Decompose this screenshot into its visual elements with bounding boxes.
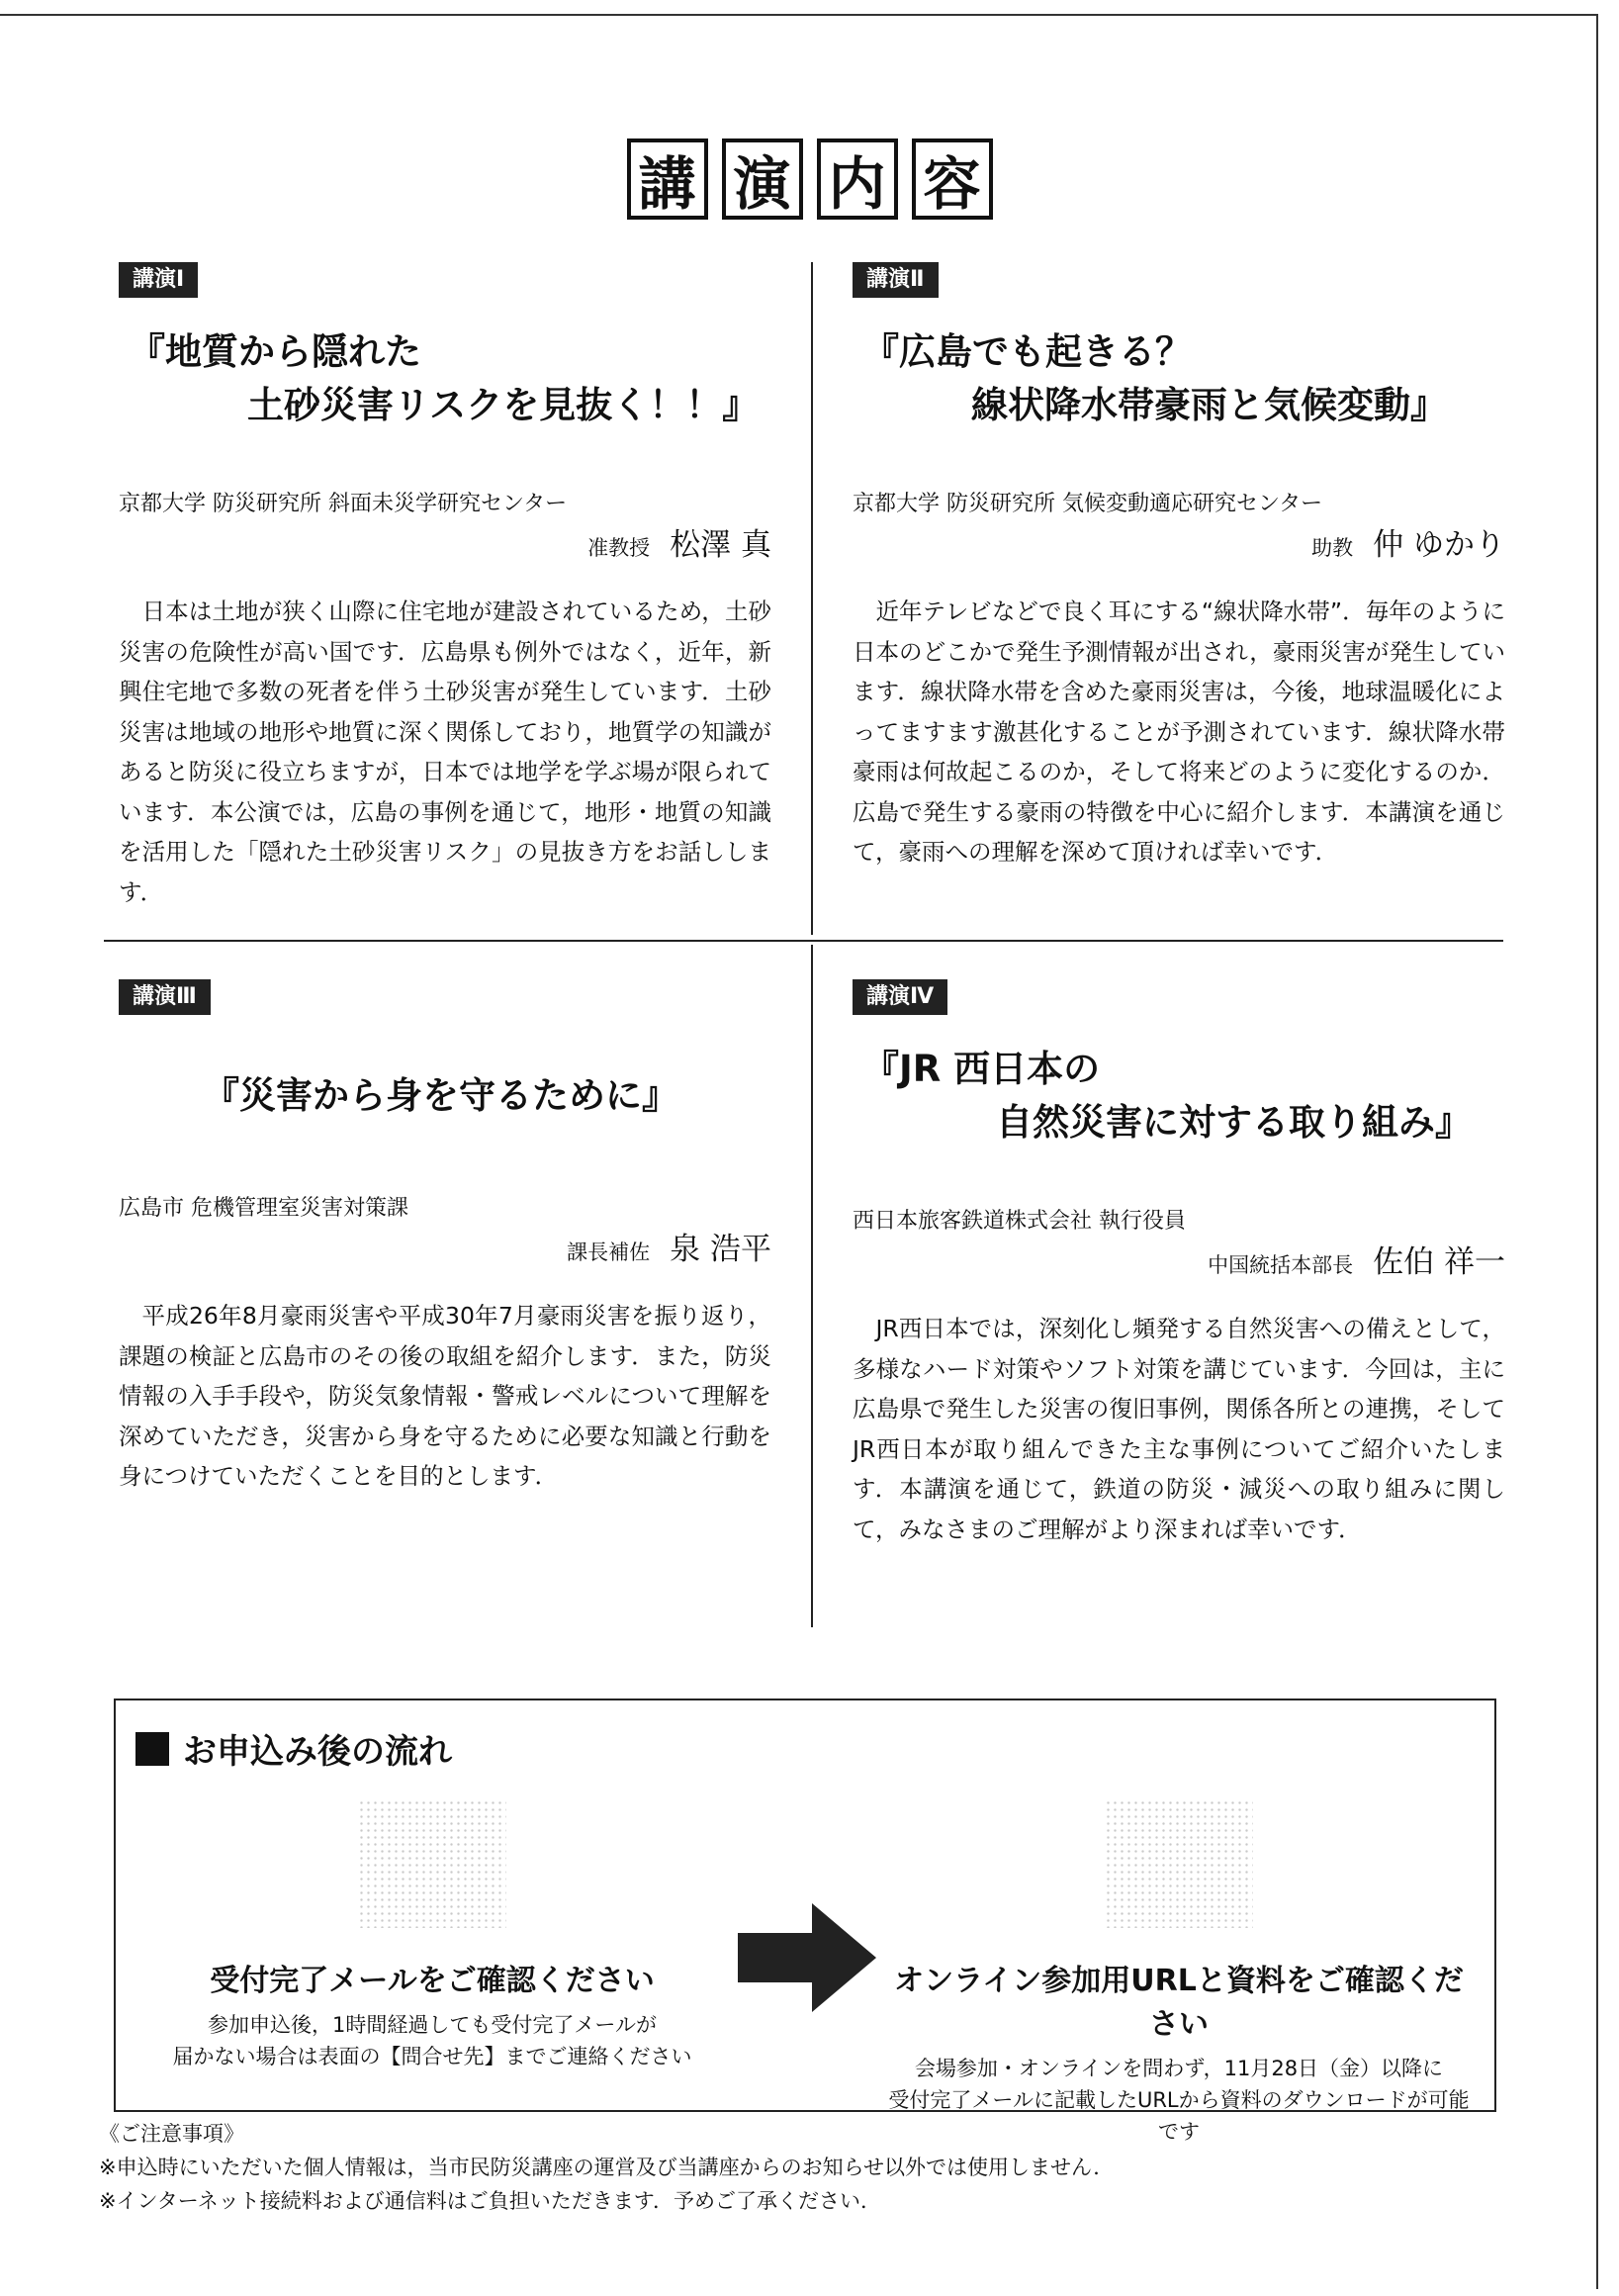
square-bullet-icon [135, 1732, 169, 1766]
step-title: オンライン参加用URLと資料をご確認ください [894, 1964, 1464, 2042]
step-description-line: 届かない場合は表面の【問合せ先】までご連絡ください [172, 2045, 692, 2068]
lecture-title-line: 線状降水帯豪雨と気候変動』 [971, 384, 1447, 426]
flow-heading-text: お申込み後の流れ [183, 1732, 452, 1772]
title-char: 講 [627, 138, 708, 220]
speaker-org: 京都大学 防災研究所 気候変動適応研究センター [853, 492, 1323, 516]
lecture-title [853, 1043, 1505, 1149]
lecture-description: 日本は土地が狭く山際に住宅地が建設されているため，土砂災害の危険性が高い国です．広島県も例外ではなく，近年，新興住宅地で多数の死者を伴う土砂災害が発生しています．土砂災害は地域の地形や地質に深く関係しており，地質学の知識があると防災に役立ちますが，日本では地学を学ぶ場が限られています．本公演では，広島の事例を通じて，地形・地質の知識を活用した「隠れた土砂災害リスク」の見抜き方をお話しします． [119, 597, 771, 906]
lecture-title-line: 『JR 西日本の [862, 1048, 1101, 1090]
page-title [0, 138, 1619, 220]
notes-heading: 《ご注意事項》 [99, 2122, 244, 2146]
notes-line: ※インターネット接続料および通信料はご負担いただきます．予めご了承ください． [99, 2189, 882, 2213]
lecture-title-line: 『地質から隠れた [129, 330, 421, 373]
lecture-badge: 講演Ⅳ [853, 979, 947, 1015]
speaker-name: 佐伯 祥一 [1373, 1244, 1505, 1280]
lecture-1 [119, 262, 771, 912]
notes [99, 2117, 1114, 2218]
column-divider-bottom [811, 945, 813, 1627]
speaker [119, 525, 771, 570]
page-edge-top [0, 14, 1597, 16]
flow-heading [135, 1724, 452, 1773]
lecture-title [853, 325, 1505, 432]
speaker-name: 仲 ゆかり [1373, 527, 1505, 563]
flow-step-2 [882, 1799, 1476, 2148]
lecture-badge: 講演Ⅲ [119, 979, 211, 1015]
lecture-title-line: 『広島でも起きる？ [862, 330, 1192, 373]
lecture-title-line: 自然災害に対する取り組み』 [996, 1101, 1472, 1144]
title-char: 演 [722, 138, 803, 220]
speaker-role: 准教授 [587, 536, 651, 560]
speaker-org: 京都大学 防災研究所 斜面未災学研究センター [119, 492, 568, 516]
lecture-description: 近年テレビなどで良く耳にする“線状降水帯”．毎年のように日本のどこかで発生予測情報が出され，豪雨災害が発生しています．線状降水帯を含めた豪雨災害は，今後，地球温暖化によってますます激甚化することが予測されています．線状降水帯豪雨は何故起こるのか，そして将来どのように変化するのか．広島で発生する豪雨の特徴を中心に紹介します．本講演を通じて，豪雨への理解を深めて頂ければ幸いです． [853, 597, 1505, 866]
flow-step-1 [135, 1799, 729, 2072]
mail-icon [358, 1799, 506, 1928]
lecture-title [119, 1069, 771, 1123]
lecture-2 [853, 262, 1505, 872]
speaker-name: 泉 浩平 [670, 1232, 771, 1267]
step-description-line: 会場参加・オンラインを問わず，11月28日（金）以降に [914, 2057, 1444, 2080]
speaker-role: 課長補佐 [567, 1240, 651, 1264]
speaker-org: 西日本旅客鉄道株式会社 執行役員 [853, 1209, 1186, 1234]
lecture-badge: 講演Ⅰ [119, 262, 198, 298]
speaker-org: 広島市 危機管理室災害対策課 [119, 1196, 408, 1221]
lecture-title-line: 『災害から身を守るために』 [203, 1074, 678, 1117]
row-divider [104, 940, 1503, 942]
speaker [119, 1230, 771, 1274]
notes-line: ※申込時にいただいた個人情報は，当市民防災講座の運営及び当講座からのお知らせ以外では使用しません． [99, 2156, 1115, 2179]
document-icon [1105, 1799, 1253, 1928]
lecture-description: 平成26年8月豪雨災害や平成30年7月豪雨災害を振り返り，課題の検証と広島市のその後の取組を紹介します．また，防災情報の入手手段や，防災気象情報・警戒レベルについて理解を深めていただき，災害から身を守るために必要な知識と行動を身につけていただくことを目的とします． [119, 1302, 771, 1490]
title-char: 内 [817, 138, 898, 220]
title-char: 容 [912, 138, 993, 220]
arrow-right-icon [738, 1903, 876, 2012]
speaker [853, 525, 1505, 570]
lecture-3 [119, 979, 771, 1497]
step-description [135, 2009, 729, 2072]
lecture-badge: 講演Ⅱ [853, 262, 939, 298]
lecture-title-line: 土砂災害リスクを見抜く！！』 [247, 384, 760, 426]
step-title: 受付完了メールをご確認ください [210, 1964, 655, 1998]
step-description-line: 参加申込後，1時間経過しても受付完了メールが [208, 2013, 657, 2037]
lecture-title [119, 325, 771, 432]
lecture-description: JR西日本では，深刻化し頻発する自然災害への備えとして，多様なハード対策やソフト対策を講じています．今回は，主に広島県で発生した災害の復旧事例，関係各所との連携，そしてJR西日本が取り組んできた主な事例についてご紹介いたします．本講演を通じて，鉄道の防災・減災への取り組みに関して，みなさまのご理解がより深まれば幸いです． [853, 1315, 1505, 1543]
speaker [853, 1242, 1505, 1287]
speaker-name: 松澤 真 [670, 527, 771, 563]
step-description-line: 受付完了メールに記載したURLから資料のダウンロードが可能です [888, 2088, 1470, 2144]
column-divider-top [811, 262, 813, 935]
speaker-role: 助教 [1311, 536, 1354, 560]
lecture-4 [853, 979, 1505, 1549]
page-edge-right [1596, 14, 1598, 2289]
speaker-role: 中国統括本部長 [1208, 1253, 1354, 1277]
